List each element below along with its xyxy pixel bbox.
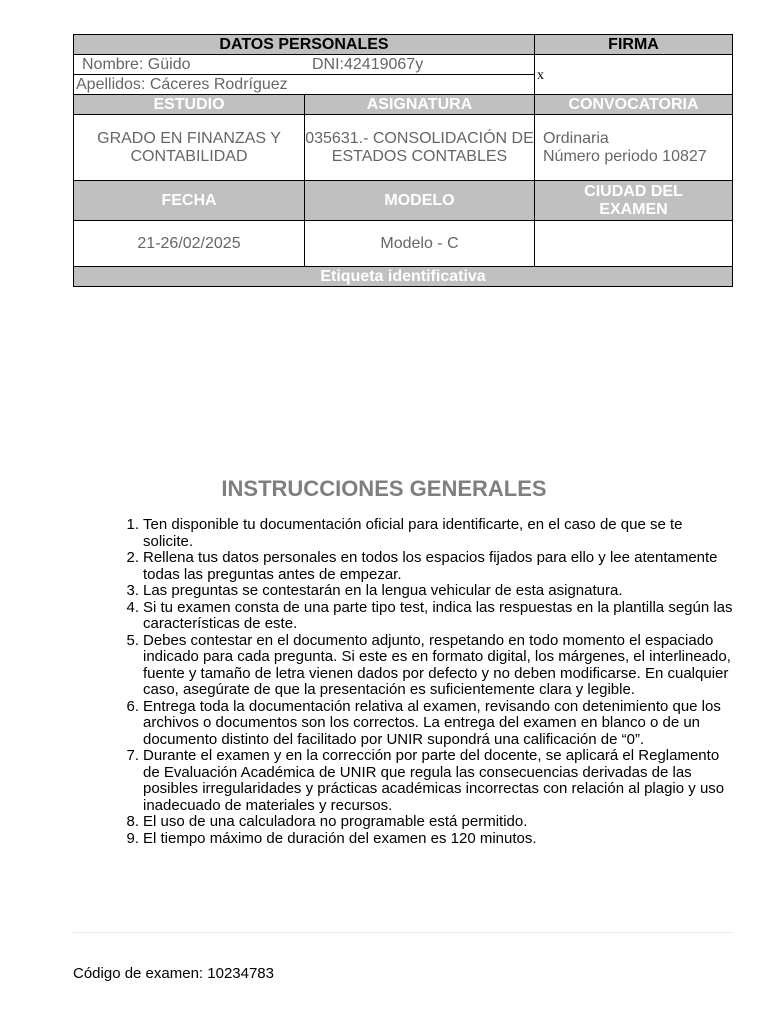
asignatura-value: 035631.- CONSOLIDACIÓN DE ESTADOS CONTABLES <box>305 115 535 181</box>
instruction-text: El tiempo máximo de duración del examen es 120 minutos. <box>143 829 537 847</box>
instruction-item: 3. Las preguntas se contestarán en la lengua vehicular de esta asignatura. <box>126 582 623 599</box>
instruction-text: Rellena tus datos personales en todos los espacios fijados para ello y lee atentamente todas las preguntas antes de empezar. <box>143 549 718 583</box>
firma-value: x <box>537 67 544 83</box>
nombre-dni-line <box>74 55 534 75</box>
ciudad-label: CIUDAD DEL EXAMEN <box>535 181 733 221</box>
modelo-label: MODELO <box>305 181 535 221</box>
estudio-label: ESTUDIO <box>74 95 305 115</box>
fecha-value: 21-26/02/2025 <box>74 221 305 267</box>
ciudad-value[interactable] <box>535 221 733 267</box>
instruction-text: Entrega toda la documentación relativa al examen, revisando con detenimiento que los archivos o documentos son los correctos. La entrega del examen en blanco o de un documento distinto del facilitado por UNIR supondrá una calificación de “0”. <box>143 697 721 748</box>
instruction-text: Las preguntas se contestarán en la lengua vehicular de esta asignatura. <box>143 582 623 599</box>
instruction-item: 1. Ten disponible tu documentación oficial para identificarte, en el caso de que se te solicite. <box>126 516 683 550</box>
convocatoria-label: CONVOCATORIA <box>535 95 733 115</box>
etiqueta-identificativa-label: Etiqueta identificativa <box>74 267 733 287</box>
instruction-text: Ten disponible tu documentación oficial para identificarte, en el caso de que se te solicite. <box>143 516 683 550</box>
exam-header-table <box>73 34 733 287</box>
fecha-label: FECHA <box>74 181 305 221</box>
datos-personales-cell <box>74 55 535 95</box>
convocatoria-tipo: Ordinaria <box>543 129 609 147</box>
instruction-text: Durante el examen y en la corrección por parte del docente, se aplicará el Reglamento de Evaluación Académica de UNIR que regula las consecuencias derivadas de las posibles irregularidades y prácticas académicas incorrectas con relación al plagio y uso inadecuado de materiales y recursos. <box>143 747 725 814</box>
firma-heading: FIRMA <box>535 35 733 55</box>
instruction-text: El uso de una calculadora no programable está permitido. <box>143 813 528 830</box>
instructions-list <box>126 516 733 847</box>
instruction-item: 8. El uso de una calculadora no programable está permitido. <box>126 813 528 830</box>
datos-personales-heading: DATOS PERSONALES <box>74 35 535 55</box>
footer-divider <box>73 932 732 933</box>
instruction-item: 7. Durante el examen y en la corrección por parte del docente, se aplicará el Reglamento de Evaluación Académica de UNIR que regula las consecuencias derivadas de las posibles irregularidades y prácticas académicas incorrectas con relación al plagio y uso inadecuado de materiales y recursos. <box>126 747 725 814</box>
instruction-text: Debes contestar en el documento adjunto, respetando en todo momento el espaciado indicado para cada pregunta. Si este es en formato digital, los márgenes, el interlineado, fuente y tamaño de letra vienen dados por defecto y no deben modificarse. En cualquier caso, asegúrate de que la presentación es suficientemente clara y legible. <box>143 631 731 698</box>
dni-field[interactable]: DNI:42419067y <box>312 56 424 73</box>
instruction-item: 6. Entrega toda la documentación relativa al examen, revisando con detenimiento que los archivos o documentos son los correctos. La entrega del examen en blanco o de un documento distinto del facilitado por UNIR supondrá una calificación de “0”. <box>126 697 721 748</box>
convocatoria-value <box>535 115 733 181</box>
exam-code: Código de examen: 10234783 <box>73 965 274 982</box>
estudio-value: GRADO EN FINANZAS Y CONTABILIDAD <box>74 115 305 181</box>
modelo-value: Modelo - C <box>305 221 535 267</box>
instruction-item: 2. Rellena tus datos personales en todos los espacios fijados para ello y lee atentamente todas las preguntas antes de empezar. <box>126 549 718 583</box>
asignatura-label: ASIGNATURA <box>305 95 535 115</box>
instruction-item: 9. El tiempo máximo de duración del examen es 120 minutos. <box>126 829 537 847</box>
convocatoria-periodo: Número periodo 10827 <box>543 147 707 165</box>
instruction-item: 5. Debes contestar en el documento adjunto, respetando en todo momento el espaciado indicado para cada pregunta. Si este es en formato digital, los márgenes, el interlineado, fuente y tamaño de letra vienen dados por defecto y no deben modificarse. En cualquier caso, asegúrate de que la presentación es suficientemente clara y legible. <box>126 631 731 698</box>
nombre-field[interactable]: Nombre: Güido <box>82 56 191 73</box>
instruction-item: 4. Si tu examen consta de una parte tipo test, indica las respuestas en la plantilla según las características de este. <box>126 598 733 632</box>
instruction-text: Si tu examen consta de una parte tipo test, indica las respuestas en la plantilla según las características de este. <box>143 598 733 632</box>
firma-cell[interactable] <box>535 55 733 95</box>
apellidos-field[interactable]: Apellidos: Cáceres Rodríguez <box>76 76 288 93</box>
instructions-title: INSTRUCCIONES GENERALES <box>221 476 547 501</box>
